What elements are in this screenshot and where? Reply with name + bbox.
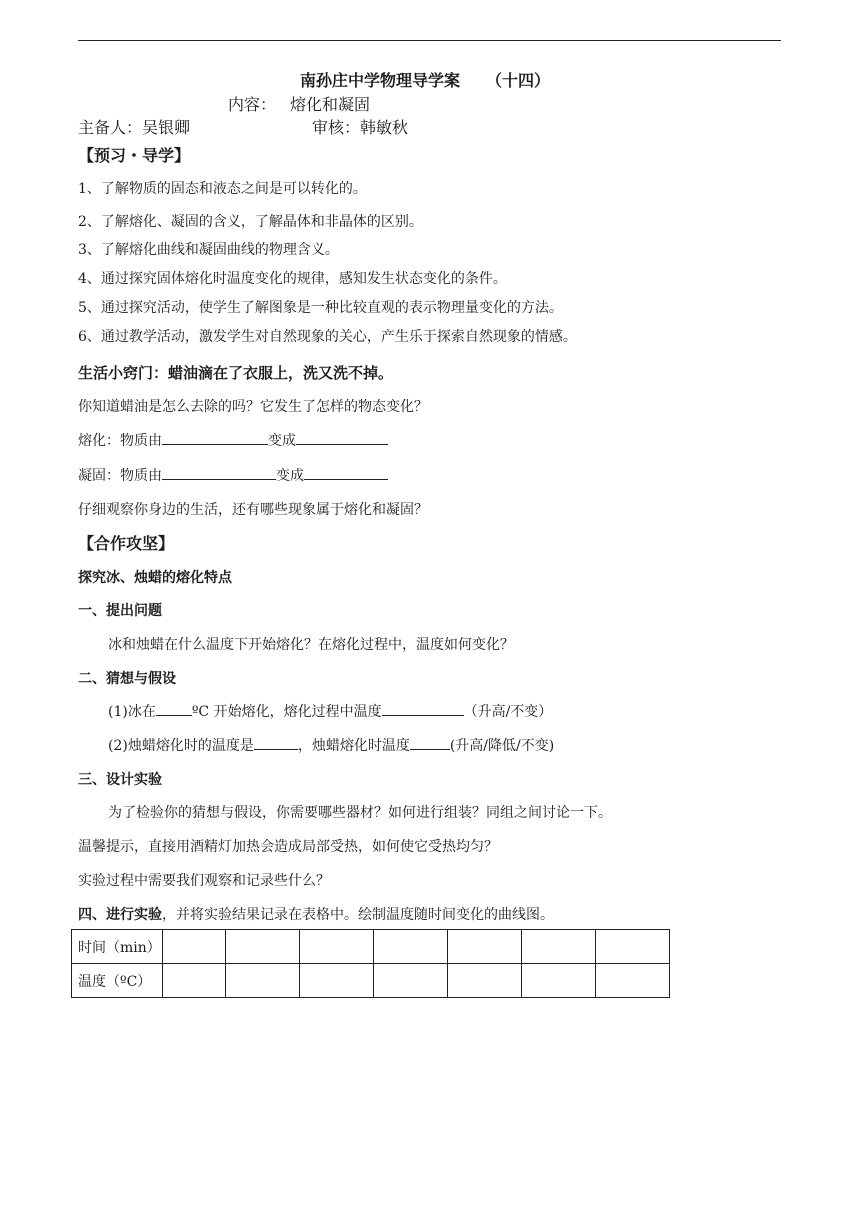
- content-value: 熔化和凝固: [290, 95, 371, 114]
- table-cell[interactable]: [522, 964, 596, 998]
- preview-heading: 【预习・导学】: [78, 146, 191, 165]
- hyp1-options: （升高/不变）: [463, 704, 553, 720]
- table-cell[interactable]: [163, 930, 226, 964]
- section-3-text-2: 温馨提示，直接用酒精灯加热会造成局部受热，如何使它受热均匀？: [78, 839, 498, 855]
- ice-change-blank[interactable]: [382, 701, 464, 716]
- time-header: 时间（min）: [72, 930, 163, 964]
- section-2-title: 二、猜想与假设: [78, 671, 176, 687]
- top-rule: [78, 40, 781, 41]
- table-cell[interactable]: [300, 964, 374, 998]
- preview-item: 1、了解物质的固态和液态之间是可以转化的。: [78, 181, 367, 197]
- section-3-title: 三、设计实验: [78, 772, 162, 788]
- temperature-header: 温度（ºC）: [72, 964, 163, 998]
- content-label: 内容：: [228, 95, 277, 114]
- solidify-definition: [78, 465, 388, 485]
- question-life: 仔细观察你身边的生活，还有哪些现象属于熔化和凝固？: [78, 502, 428, 518]
- section-1-title: 一、提出问题: [78, 603, 162, 619]
- section-3-text-1: 为了检验你的猜想与假设，你需要哪些器材？如何进行组装？同组之间讨论一下。: [108, 805, 612, 821]
- table-cell[interactable]: [448, 964, 522, 998]
- question-wax: 你知道蜡油是怎么去除的吗？它发生了怎样的物态变化？: [78, 399, 428, 415]
- ice-temp-blank[interactable]: [156, 701, 192, 716]
- record-table: [71, 929, 670, 998]
- table-cell[interactable]: [448, 930, 522, 964]
- melting-mid: 变成: [268, 433, 296, 449]
- wax-change-blank[interactable]: [410, 735, 450, 750]
- section-4-text: ，并将实验结果记录在表格中。绘制温度随时间变化的曲线图。: [162, 907, 554, 923]
- melting-definition: [78, 430, 388, 450]
- preview-item: 3、了解熔化曲线和凝固曲线的物理含义。: [78, 242, 339, 258]
- table-cell[interactable]: [374, 964, 448, 998]
- hyp2-part-a: (2)烛蜡熔化时的温度是: [108, 738, 254, 754]
- section-4-line: [78, 904, 554, 924]
- hyp2-part-b: ，烛蜡熔化时温度: [297, 738, 410, 754]
- melting-blank-from[interactable]: [162, 430, 268, 445]
- section-1-text: 冰和烛蜡在什么温度下开始熔化？在熔化过程中，温度如何变化？: [108, 637, 514, 653]
- solidify-prefix: 凝固：物质由: [78, 468, 162, 484]
- solidify-blank-to[interactable]: [304, 465, 388, 480]
- table-cell[interactable]: [226, 964, 300, 998]
- reviewer: 审核：韩敏秋: [312, 118, 409, 137]
- hyp2-options: (升高/降低/不变): [449, 738, 555, 754]
- hyp1-part-a: (1)冰在: [108, 704, 156, 720]
- preview-item: 5、通过探究活动，使学生了解图象是一种比较直观的表示物理量变化的方法。: [78, 300, 563, 316]
- page-title: [300, 68, 550, 91]
- title-number: （十四）: [486, 71, 551, 90]
- hypothesis-2: [108, 735, 554, 755]
- hypothesis-1: [108, 701, 552, 721]
- preview-item: 6、通过教学活动，激发学生对自然现象的关心，产生乐于探索自然现象的情感。: [78, 329, 577, 345]
- preview-item: 4、通过探究固体熔化时温度变化的规律，感知发生状态变化的条件。: [78, 271, 507, 287]
- table-cell[interactable]: [374, 930, 448, 964]
- hyp1-part-b: ºC 开始熔化，熔化过程中温度: [191, 704, 382, 720]
- table-row: [72, 930, 670, 964]
- section-3-text-3: 实验过程中需要我们观察和记录些什么？: [78, 873, 330, 889]
- title-text: 南孙庄中学物理导学案: [300, 71, 461, 90]
- melting-blank-to[interactable]: [296, 430, 388, 445]
- table-cell[interactable]: [226, 930, 300, 964]
- table-row: [72, 964, 670, 998]
- wax-temp-blank[interactable]: [254, 735, 298, 750]
- content-line: [228, 92, 370, 115]
- table-cell[interactable]: [596, 930, 670, 964]
- table-cell[interactable]: [596, 964, 670, 998]
- preparer: 主备人：吴银卿: [78, 118, 191, 137]
- life-tip-title: 生活小窍门：蜡油滴在了衣服上，洗又洗不掉。: [78, 364, 394, 382]
- table-cell[interactable]: [522, 930, 596, 964]
- solidify-blank-from[interactable]: [162, 465, 276, 480]
- table-cell[interactable]: [163, 964, 226, 998]
- table-cell[interactable]: [300, 930, 374, 964]
- solidify-mid: 变成: [276, 468, 304, 484]
- section-4-title: 四、进行实验: [78, 907, 162, 923]
- coop-topic: 探究冰、烛蜡的熔化特点: [78, 570, 232, 586]
- preview-item: 2、了解熔化、凝固的含义，了解晶体和非晶体的区别。: [78, 214, 423, 230]
- coop-heading: 【合作攻坚】: [78, 534, 175, 553]
- melting-prefix: 熔化：物质由: [78, 433, 162, 449]
